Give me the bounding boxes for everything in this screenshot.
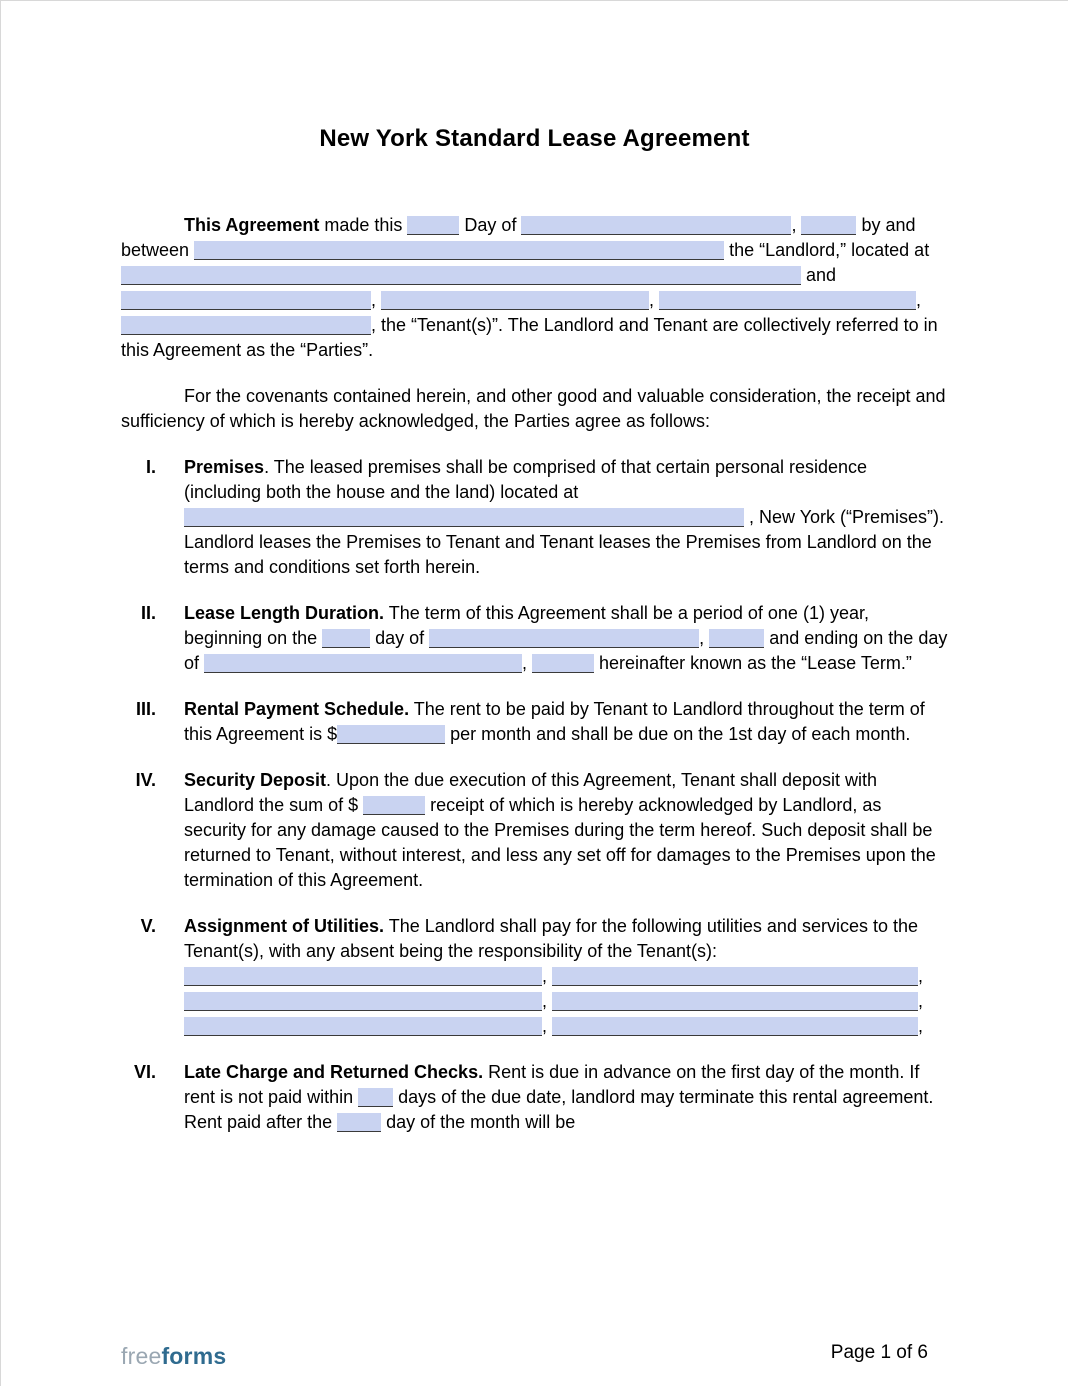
text-run: , xyxy=(699,628,710,648)
bold-text-run: Security Deposit xyxy=(184,770,327,790)
premises-address-blank[interactable] xyxy=(184,508,744,527)
utility-blank[interactable] xyxy=(552,1017,918,1036)
late-days-blank[interactable] xyxy=(358,1088,393,1107)
section-body xyxy=(184,697,948,747)
brand-logo-forms: forms xyxy=(161,1343,227,1369)
utility-blank[interactable] xyxy=(184,992,542,1011)
text-run: The term of this Agreement shall be a period of one (1) year, beginning on the xyxy=(184,603,869,648)
section-numeral: III. xyxy=(135,699,156,719)
text-run: Rent is due in advance on the first day of the month. If rent is not paid within xyxy=(184,1062,920,1107)
text-run: , xyxy=(649,290,660,310)
landlord-address-blank[interactable] xyxy=(121,266,801,285)
brand-logo-free: free xyxy=(121,1343,162,1369)
text-run: and xyxy=(801,265,837,285)
utility-blank[interactable] xyxy=(552,967,918,986)
security-deposit-amount-blank[interactable] xyxy=(363,796,425,815)
landlord-name-blank[interactable] xyxy=(194,241,724,260)
bold-text-run: This Agreement xyxy=(184,215,320,235)
bold-text-run: Premises xyxy=(184,457,265,477)
month-blank[interactable] xyxy=(521,216,791,235)
start-day-blank[interactable] xyxy=(322,629,370,648)
text-run: . The leased premises shall be comprised of that certain personal residence (including both the house and the land) located at xyxy=(184,457,868,502)
page-number-label: Page 1 of 6 xyxy=(830,1342,928,1363)
section-premises xyxy=(121,455,948,580)
bold-text-run: Late Charge and Returned Checks. xyxy=(184,1062,484,1082)
text-run: , xyxy=(918,991,924,1011)
section-numeral: II. xyxy=(140,603,156,623)
text-run: The rent to be paid by Tenant to Landlord throughout the term of this Agreement is $ xyxy=(184,699,925,744)
section-body xyxy=(184,455,948,580)
text-run: The Landlord shall pay for the following utilities and services to the Tenant(s), with any absent being the responsibility of the Tenant(s): xyxy=(184,916,919,961)
section-security-deposit xyxy=(121,768,948,893)
text-run: receipt of which is hereby acknowledged by Landlord, as security for any damage caused to the Premises during the term hereof. Such deposit shall be returned to Tenant, without interest, and less any set off for damages to the Premises upon the termination of this Agreement. xyxy=(184,795,936,890)
tenant-name-blank[interactable] xyxy=(381,291,649,310)
late-day-of-month-blank[interactable] xyxy=(337,1113,381,1132)
text-run: and ending on the day of xyxy=(184,628,948,673)
text-run: , New York (“Premises”). Landlord leases the Premises to Tenant and Tenant leases the Premises from Landlord on the terms and conditions set forth herein. xyxy=(184,507,945,577)
end-date-blank[interactable] xyxy=(204,654,522,673)
text-run: , xyxy=(542,966,553,986)
section-numeral: IV. xyxy=(135,770,156,790)
intro-paragraph xyxy=(121,213,948,363)
document-title: New York Standard Lease Agreement xyxy=(319,125,750,152)
monthly-rent-blank[interactable] xyxy=(337,725,445,744)
day-number-blank[interactable] xyxy=(407,216,459,235)
section-numeral: VI. xyxy=(133,1062,156,1082)
year-blank[interactable] xyxy=(801,216,856,235)
text-run: , xyxy=(522,653,533,673)
section-body xyxy=(184,1060,948,1135)
bold-text-run: Rental Payment Schedule. xyxy=(184,699,410,719)
text-run: days of the due date, landlord may terminate this rental agreement. Rent paid after the xyxy=(184,1087,934,1132)
section-numeral: V. xyxy=(140,916,156,936)
utility-blank[interactable] xyxy=(184,967,542,986)
text-run: per month and shall be due on the 1st day of each month. xyxy=(445,724,911,744)
bold-text-run: Assignment of Utilities. xyxy=(184,916,385,936)
text-run: , xyxy=(918,1016,924,1036)
section-lease-length-duration xyxy=(121,601,948,676)
text-run: hereinafter known as the “Lease Term.” xyxy=(594,653,912,673)
text-run: , xyxy=(791,215,802,235)
text-run: , xyxy=(371,290,382,310)
text-run: , xyxy=(918,966,924,986)
text-run: day of the month will be xyxy=(381,1112,576,1132)
sections-list xyxy=(121,455,948,1135)
tenant-name-blank[interactable] xyxy=(121,316,371,335)
text-run: . Upon the due execution of this Agreement, Tenant shall deposit with Landlord the sum of $ xyxy=(184,770,878,815)
text-run: Day of xyxy=(459,215,522,235)
covenant-paragraph: For the covenants contained herein, and other good and valuable consideration, the receipt and sufficiency of which is hereby acknowledged, the Parties agree as follows: xyxy=(121,386,946,431)
utility-blank[interactable] xyxy=(552,992,918,1011)
section-numeral: I. xyxy=(145,457,156,477)
text-run: made this xyxy=(319,215,408,235)
text-run: day of xyxy=(370,628,430,648)
end-year-blank[interactable] xyxy=(532,654,594,673)
text-run: by and between xyxy=(121,215,916,260)
text-run: the “Landlord,” located at xyxy=(724,240,930,260)
text-run: , the “Tenant(s)”. The Landlord and Tenant are collectively referred to in this Agreement as the “Parties”. xyxy=(121,315,938,360)
brand-logo xyxy=(121,1343,226,1370)
bold-text-run: Lease Length Duration. xyxy=(184,603,385,623)
start-month-blank[interactable] xyxy=(429,629,699,648)
section-late-charge-returned-checks xyxy=(121,1060,948,1135)
section-assignment-of-utilities xyxy=(121,914,948,1039)
document-content xyxy=(121,213,948,1135)
utility-blank[interactable] xyxy=(184,1017,542,1036)
section-rental-payment-schedule xyxy=(121,697,948,747)
section-body xyxy=(184,768,948,893)
text-run: , xyxy=(542,991,553,1011)
start-year-blank[interactable] xyxy=(709,629,764,648)
tenant-name-blank[interactable] xyxy=(121,291,371,310)
section-body xyxy=(184,601,948,676)
text-run: , xyxy=(542,1016,553,1036)
tenant-name-blank[interactable] xyxy=(659,291,916,310)
text-run: , xyxy=(916,290,922,310)
section-body xyxy=(184,914,948,1039)
